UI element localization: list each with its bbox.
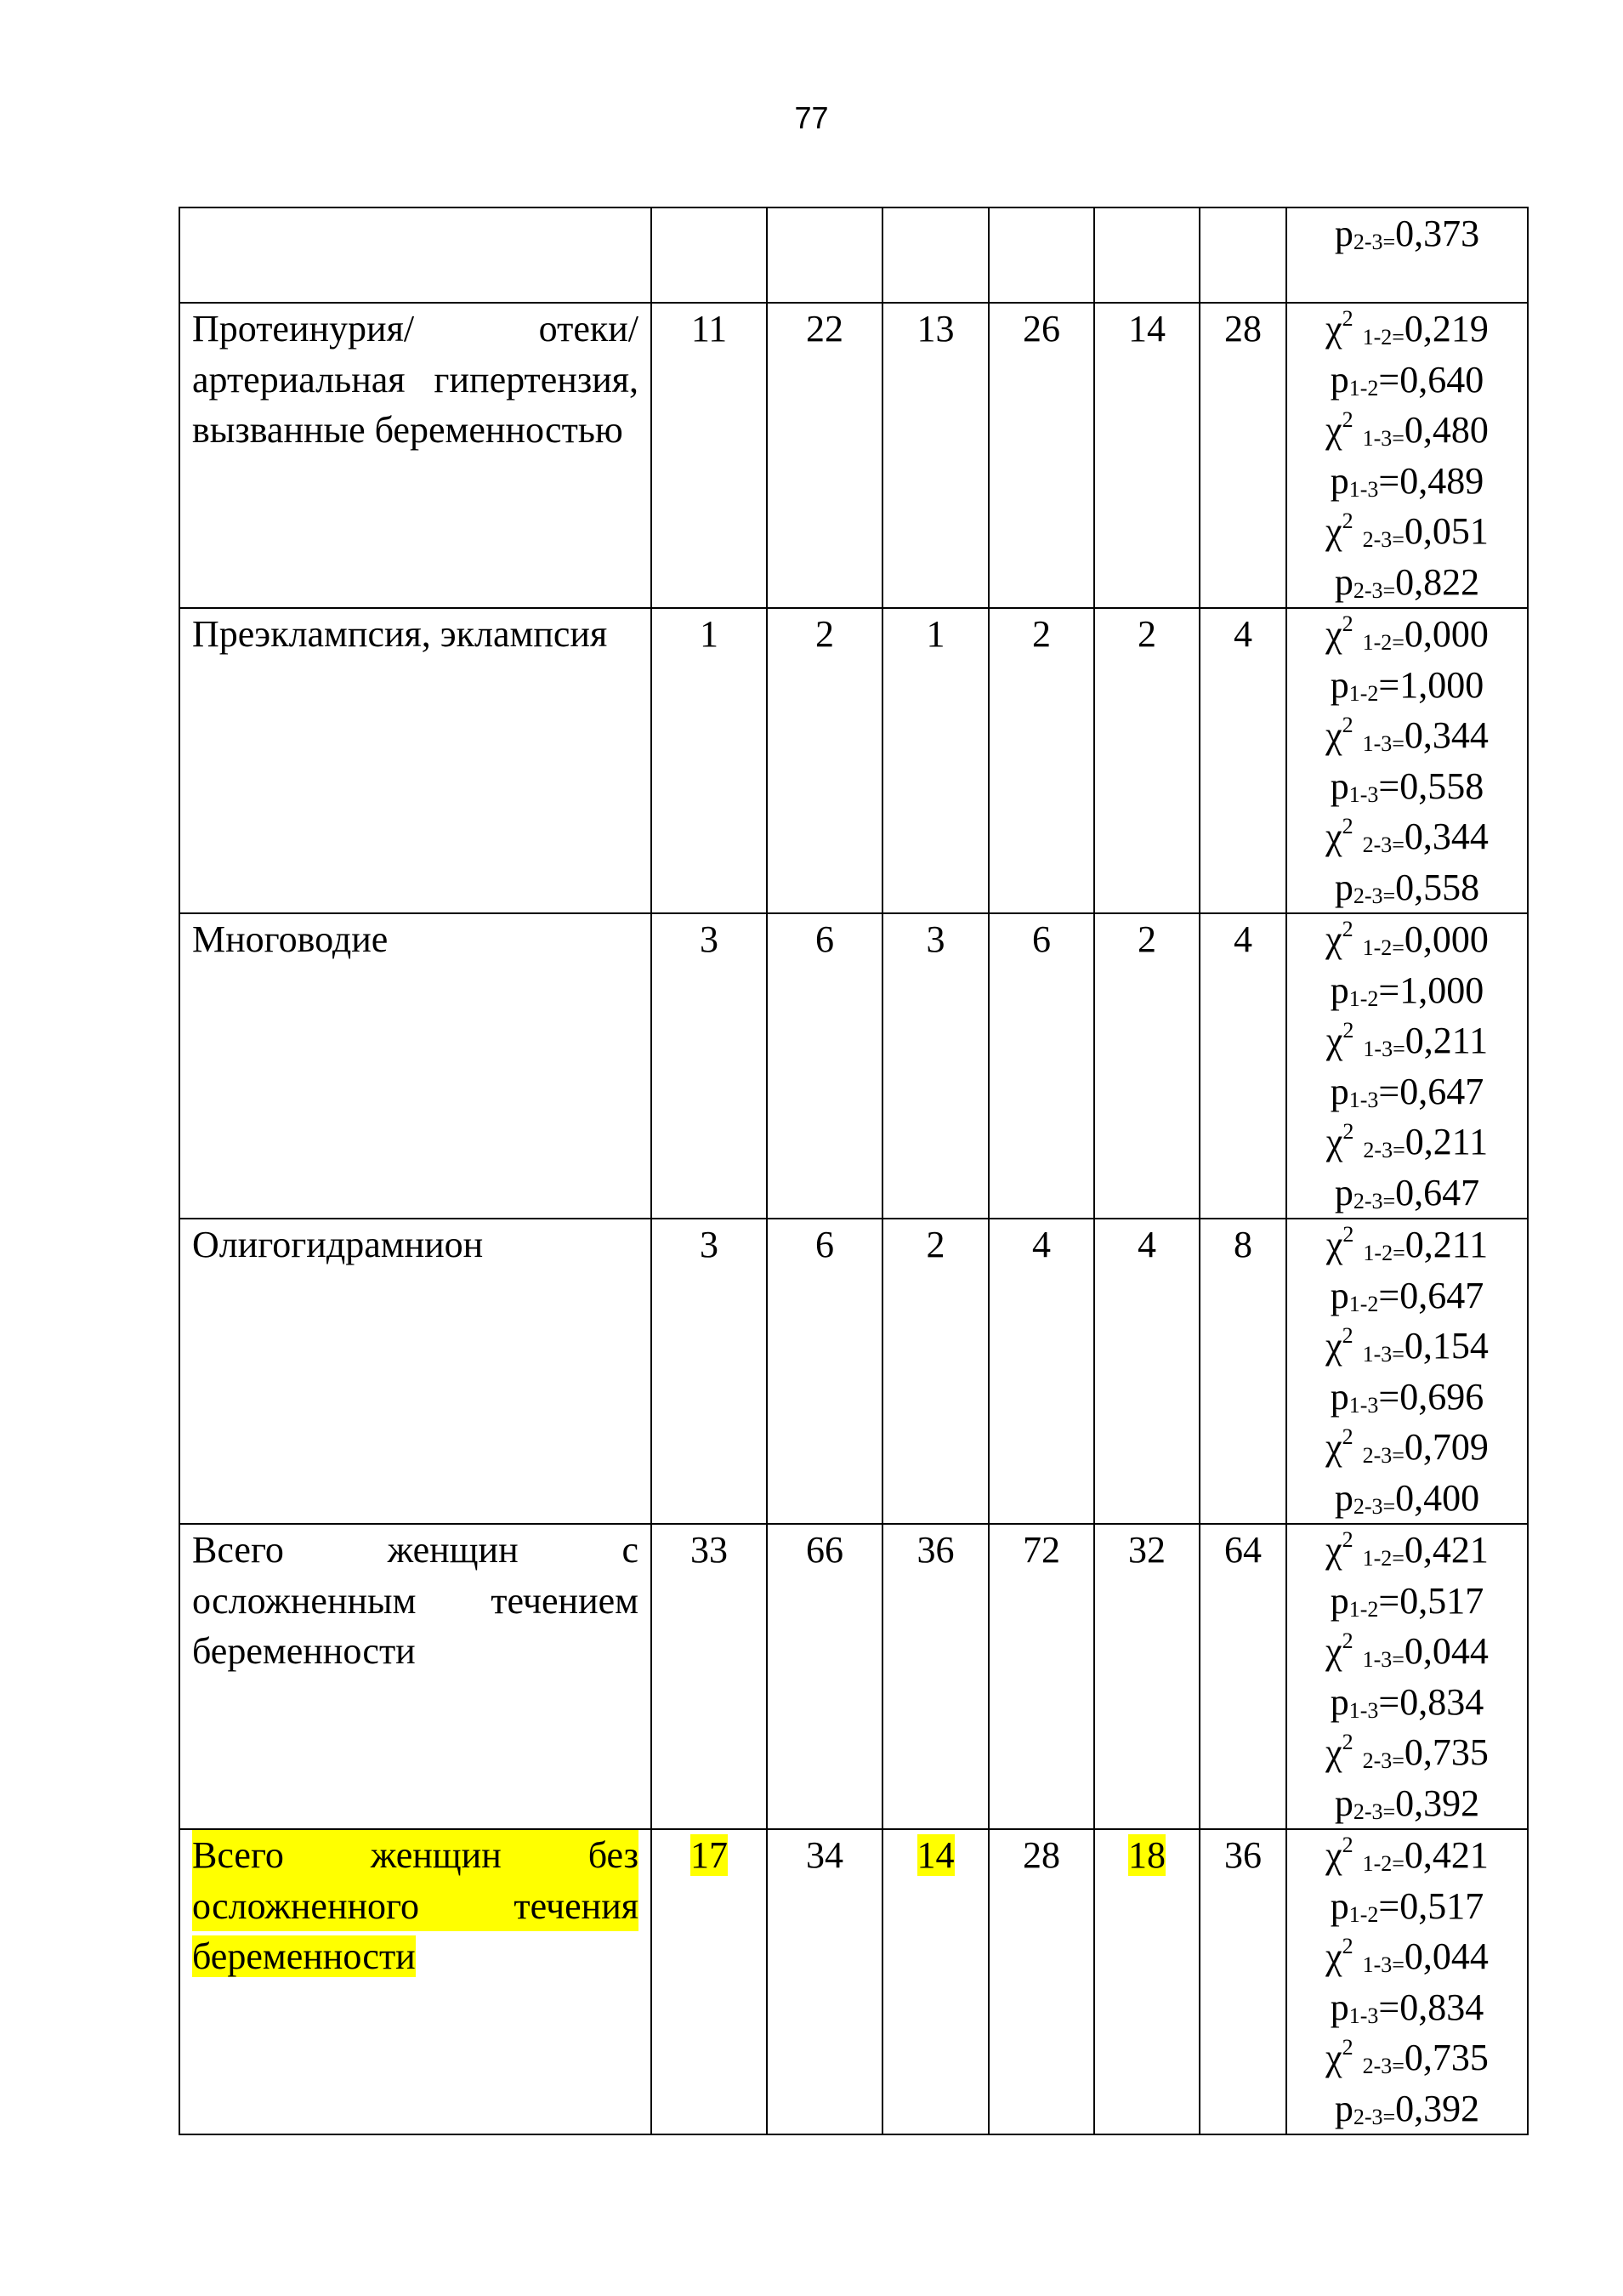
value-text: 2 (815, 613, 834, 655)
stat-cell (1286, 913, 1528, 1219)
value-cell (651, 608, 767, 913)
table-row (179, 608, 1528, 913)
value-text: 1 (926, 613, 945, 655)
chi-square-line: $\chi^2$ $_{1-2=}$0,000 (1325, 611, 1489, 655)
chi-square-line: $\chi^2$ $_{1-2=}$0,000 (1325, 917, 1489, 960)
p-value-line: $p_{1-2}=0,640$ (1330, 358, 1484, 401)
value-cell (1094, 608, 1200, 913)
stat-cell (1286, 608, 1528, 913)
value-cell (767, 608, 882, 913)
value-cell (882, 608, 989, 913)
p-value-line: $p_{1-2}=0,647$ (1330, 1274, 1484, 1316)
value-cell (989, 303, 1094, 608)
chi-square-line: $\chi^2$ $_{1-3=}$0,044 (1325, 1934, 1489, 1977)
value-cell (767, 1524, 882, 1829)
value-cell (1200, 608, 1286, 913)
chi-square-line: $\chi^2$ $_{1-3=}$0,154 (1325, 1323, 1489, 1367)
value-text: 28 (1224, 308, 1262, 350)
value-text: 17 (690, 1834, 728, 1876)
value-cell (767, 913, 882, 1219)
value-text: 4 (1234, 918, 1252, 960)
p-value-line: $p_{1-3}=0,489$ (1330, 459, 1484, 502)
label-line (192, 1931, 638, 1982)
chi-square-line: $\chi^2$ $_{1-3=}$0,211 (1325, 1018, 1489, 1061)
highlight: осложненного течения (192, 1881, 638, 1932)
label-line: осложненным течением (192, 1579, 638, 1622)
value-cell (1200, 1524, 1286, 1829)
value-cell (1200, 303, 1286, 608)
table-row (179, 1219, 1528, 1524)
value-cell (651, 1524, 767, 1829)
p-value-line: $p_{1-3}=0,558$ (1330, 764, 1484, 807)
value-text: 14 (916, 1834, 955, 1876)
stat-cell (1286, 1219, 1528, 1524)
value-cell (989, 1829, 1094, 2134)
p-value-line: $p_{2-3=}0,822$ (1334, 560, 1480, 603)
value-text: 36 (916, 1529, 955, 1571)
value-text: 32 (1128, 1529, 1166, 1571)
p-value-line: $p_{2-3=}0,558$ (1334, 866, 1480, 908)
value-text: 2 (1138, 613, 1156, 655)
label-cell (179, 608, 651, 913)
chi-square-line: $\chi^2$ $_{1-2=}$0,211 (1325, 1222, 1489, 1265)
value-text: 72 (1023, 1529, 1060, 1571)
p-value-line: $p_{1-3}=0,834$ (1330, 1680, 1484, 1723)
value-text: 18 (1128, 1834, 1166, 1876)
value-text: 2 (1138, 918, 1156, 960)
value-text: 66 (806, 1529, 843, 1571)
value-text: 3 (700, 918, 718, 960)
value-text: 4 (1234, 613, 1252, 655)
value-text: 33 (690, 1529, 728, 1571)
chi-square-line: $\chi^2$ $_{2-3=}$0,709 (1325, 1424, 1489, 1468)
table-row (179, 303, 1528, 608)
label-cell (179, 913, 651, 1219)
p-value-line: $p_{2-3=}0,392$ (1334, 2087, 1480, 2129)
chi-square-line: $\chi^2$ $_{2-3=}$0,051 (1325, 509, 1489, 552)
value-text: 11 (690, 308, 728, 350)
stat-cell (1286, 207, 1528, 303)
table-body (179, 207, 1528, 2134)
value-text: 3 (700, 1224, 718, 1265)
value-cell (1094, 1524, 1200, 1829)
value-cell (989, 1219, 1094, 1524)
p-value-line: $p_{1-3}=0,696$ (1330, 1375, 1484, 1418)
value-text: 64 (1224, 1529, 1262, 1571)
value-text: 34 (806, 1834, 843, 1876)
p-value-line: $p_{2-3=}0,647$ (1334, 1171, 1480, 1213)
highlight: беременности (192, 1935, 416, 1977)
value-text: 28 (1023, 1834, 1060, 1876)
label-cell (179, 1829, 651, 2134)
table-row (179, 1524, 1528, 1829)
value-cell (651, 1829, 767, 2134)
chi-square-line: $\chi^2$ $_{1-3=}$0,480 (1325, 407, 1489, 451)
label-line: артериальная гипертензия, (192, 358, 638, 401)
label-line (192, 1830, 638, 1881)
value-cell (882, 303, 989, 608)
p-value-line: $p_{2-3=}0,400$ (1334, 1476, 1480, 1519)
value-cell (1094, 303, 1200, 608)
label-cell (179, 1524, 651, 1829)
value-cell (1200, 913, 1286, 1219)
value-cell (1094, 1219, 1200, 1524)
value-cell (651, 913, 767, 1219)
value-cell (651, 207, 767, 303)
value-text: 3 (926, 918, 945, 960)
value-cell (767, 1829, 882, 2134)
label-cell (179, 1219, 651, 1524)
stat-cell (1286, 303, 1528, 608)
label-line: беременности (192, 1630, 416, 1672)
label-cell (179, 207, 651, 303)
stat-cell (1286, 1829, 1528, 2134)
value-text: 4 (1032, 1224, 1051, 1265)
p-value-line: $p_{1-3}=0,834$ (1330, 1986, 1484, 2028)
stat-cell (1286, 1524, 1528, 1829)
value-text: 8 (1234, 1224, 1252, 1265)
value-cell (1094, 913, 1200, 1219)
value-text: 6 (815, 1224, 834, 1265)
value-cell (767, 207, 882, 303)
p-value-line: $p_{2-3=}0,392$ (1334, 1782, 1480, 1824)
p-value-line: $p_{1-2}=1,000$ (1330, 663, 1484, 706)
chi-square-line: $\chi^2$ $_{1-2=}$0,219 (1325, 306, 1489, 350)
label-cell (179, 303, 651, 608)
label-line: вызванные беременностью (192, 409, 623, 451)
value-text: 2 (1032, 613, 1051, 655)
p-value-line: $p_{1-2}=0,517$ (1330, 1579, 1484, 1622)
label-line: Протеинурия/ отеки/ (192, 308, 638, 350)
p-value-line: $p_{1-2}=0,517$ (1330, 1884, 1484, 1927)
value-cell (1094, 1829, 1200, 2134)
value-cell (651, 1219, 767, 1524)
value-cell (767, 303, 882, 608)
value-cell (1094, 207, 1200, 303)
value-cell (989, 913, 1094, 1219)
p-value-line: $p_{1-3}=0,647$ (1330, 1070, 1484, 1112)
table-row (179, 1829, 1528, 2134)
value-cell (882, 1829, 989, 2134)
p-value-line: $p_{1-2}=1,000$ (1330, 969, 1484, 1011)
chi-square-line: $\chi^2$ $_{2-3=}$0,735 (1325, 1730, 1489, 1773)
chi-square-line: $\chi^2$ $_{2-3=}$0,344 (1325, 814, 1489, 857)
value-text: 26 (1023, 308, 1060, 350)
value-cell (1200, 1219, 1286, 1524)
table-row (179, 913, 1528, 1219)
value-cell (882, 913, 989, 1219)
value-cell (1200, 207, 1286, 303)
value-cell (989, 207, 1094, 303)
value-cell (989, 608, 1094, 913)
value-text: 14 (1128, 308, 1166, 350)
value-text: 13 (916, 308, 955, 350)
stat-line: $p_{2-3=}0,373$ (1334, 213, 1480, 254)
label-line: Олигогидрамнион (192, 1224, 484, 1265)
highlight: Всего женщин без (192, 1830, 638, 1881)
label-line: Многоводие (192, 918, 389, 960)
value-text: 6 (1032, 918, 1051, 960)
value-cell (882, 1219, 989, 1524)
chi-square-line: $\chi^2$ $_{1-3=}$0,044 (1325, 1628, 1489, 1672)
value-text: 22 (806, 308, 843, 350)
value-text: 36 (1224, 1834, 1262, 1876)
label-line: Преэклампсия, эклампсия (192, 613, 608, 655)
value-text: 1 (700, 613, 718, 655)
value-cell (651, 303, 767, 608)
value-cell (1200, 1829, 1286, 2134)
value-text: 2 (926, 1224, 945, 1265)
chi-square-line: $\chi^2$ $_{1-3=}$0,344 (1325, 713, 1489, 756)
value-cell (882, 1524, 989, 1829)
value-text: 6 (815, 918, 834, 960)
value-cell (989, 1524, 1094, 1829)
page-number: 77 (794, 100, 829, 135)
value-text: 4 (1138, 1224, 1156, 1265)
label-line: Всего женщин с (192, 1529, 638, 1571)
value-cell (882, 207, 989, 303)
label-line (192, 1881, 638, 1932)
table-row-continuation (179, 207, 1528, 303)
chi-square-line: $\chi^2$ $_{1-2=}$0,421 (1325, 1833, 1489, 1876)
value-cell (767, 1219, 882, 1524)
chi-square-line: $\chi^2$ $_{2-3=}$0,211 (1325, 1119, 1489, 1162)
chi-square-line: $\chi^2$ $_{2-3=}$0,735 (1325, 2035, 1489, 2078)
chi-square-line: $\chi^2$ $_{1-2=}$0,421 (1325, 1527, 1489, 1571)
statistics-table (179, 207, 1529, 2135)
